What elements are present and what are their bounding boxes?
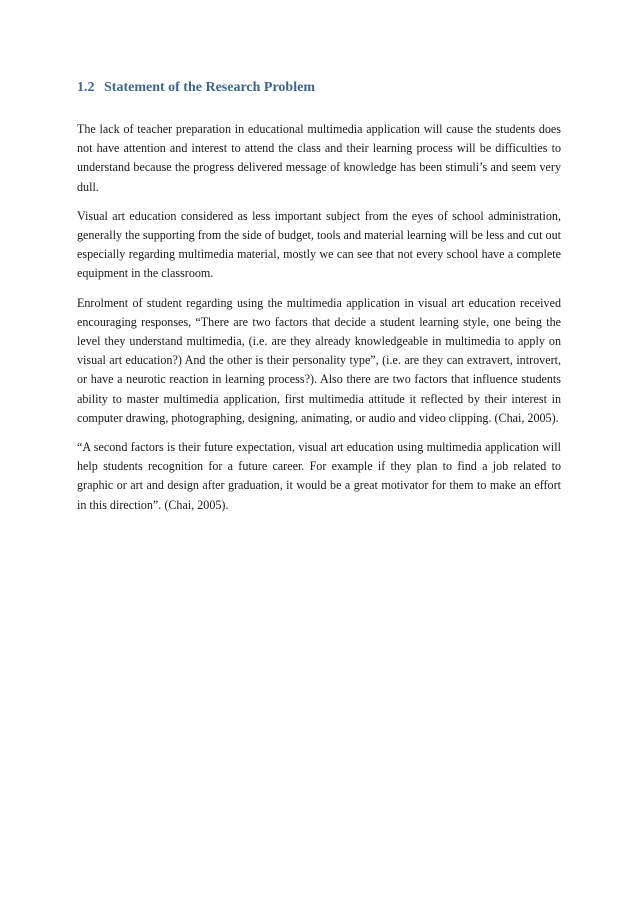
paragraph-4: “A second factors is their future expectation, visual art education using multimedia application will help students recognition for a future career. For example if they plan to find a job related to graphic or art and design after graduation, it would be a great motivator for them to make an effort in this direction”. (Chai, 2005).: [77, 440, 561, 512]
section-heading: [77, 78, 561, 98]
page-content: [77, 78, 561, 525]
paragraph-1: The lack of teacher preparation in educational multimedia application will cause the students does not have attention and interest to attend the class and their learning process will be difficulties to understand because the progress delivered message of knowledge has been stimuli’s and seem very dull.: [77, 122, 561, 194]
section-title: Statement of the Research Problem: [104, 80, 315, 95]
paragraph-3: Enrolment of student regarding using the multimedia application in visual art education received encouraging responses, “There are two factors that decide a student learning style, one being the level they understand multimedia, (i.e. are they already knowledgeable in multimedia to apply on visual art education?) And the other is their personality type”, (i.e. are they can extravert, introvert, or have a neurotic reaction in learning process?). Also there are two factors that influence students ability to master multimedia application, first multimedia attitude it reflected by their interest in computer drawing, photographing, designing, animating, or audio and video clipping. (Chai, 2005).: [77, 295, 561, 425]
section-number: 1.2: [77, 80, 95, 95]
paragraph-2: Visual art education considered as less important subject from the eyes of school administration, generally the supporting from the side of budget, tools and material learning will be less and cut out especially regarding multimedia material, mostly we can see that not every school have a complete equipment in the classroom.: [77, 208, 561, 281]
